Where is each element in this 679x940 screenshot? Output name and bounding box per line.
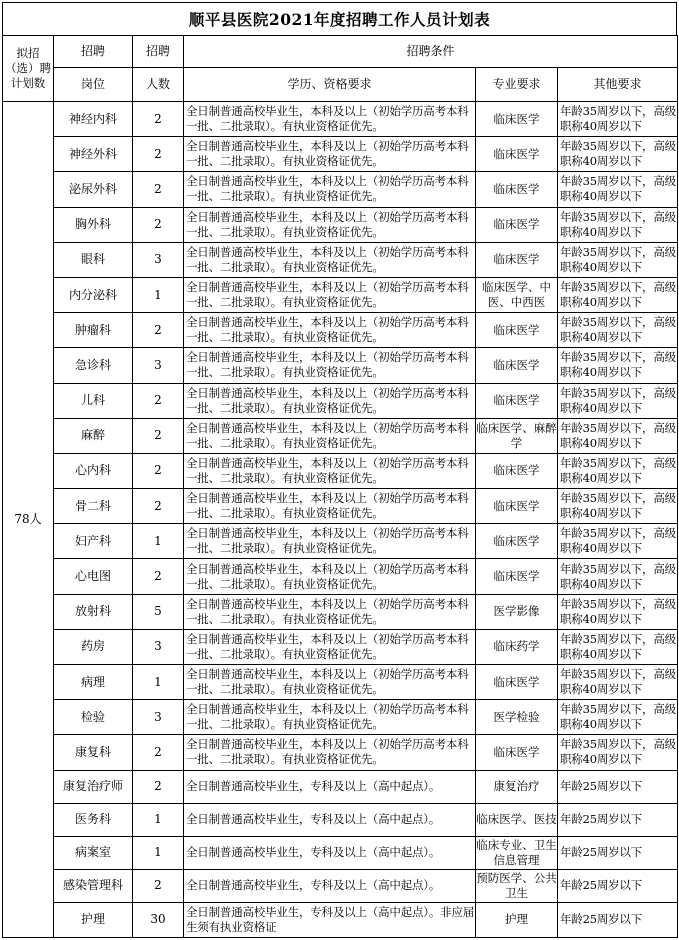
other-requirement-cell: 年龄35周岁以下，高级职称40周岁以下 [558,700,678,735]
other-requirement-cell: 年龄35周岁以下，高级职称40周岁以下 [558,735,678,770]
other-requirement-cell: 年龄35周岁以下，高级职称40周岁以下 [558,418,678,453]
major-cell: 临床医学、医技 [476,803,558,836]
table-row [3,489,678,524]
education-cell: 全日制普通高校毕业生，本科及以上（初始学历高考本科一批、二批录取）。有执业资格证优先。 [184,700,476,735]
header-plan-count: 拟招（选）聘计划数 [3,36,54,102]
count-cell: 2 [133,172,184,207]
table-body [3,102,678,938]
other-requirement-cell: 年龄35周岁以下，高级职称40周岁以下 [558,559,678,594]
other-requirement-cell: 年龄25周岁以下 [558,803,678,836]
major-cell: 临床医学 [476,665,558,700]
post-cell: 心电图 [54,559,133,594]
table-row [3,348,678,383]
post-cell: 放射科 [54,594,133,629]
table-row [3,313,678,348]
education-cell: 全日制普通高校毕业生，本科及以上（初始学历高考本科一批、二批录取）。有执业资格证优先。 [184,242,476,277]
table-row [3,836,678,869]
education-cell: 全日制普通高校毕业生，本科及以上（初始学历高考本科一批、二批录取）。有执业资格证优先。 [184,383,476,418]
post-cell: 肿瘤科 [54,313,133,348]
count-cell: 2 [133,383,184,418]
post-cell: 感染管理科 [54,869,133,902]
count-cell: 1 [133,524,184,559]
header-major: 专业要求 [476,68,558,102]
header-conditions: 招聘条件 [184,36,678,68]
major-cell: 临床医学 [476,102,558,137]
education-cell: 全日制普通高校毕业生，本科及以上（初始学历高考本科一批、二批录取）。有执业资格证优先。 [184,735,476,770]
post-cell: 医务科 [54,803,133,836]
count-cell: 2 [133,418,184,453]
education-cell: 全日制普通高校毕业生，专科及以上（高中起点）。非应届生须有执业资格证 [184,902,476,937]
count-cell: 2 [133,489,184,524]
post-cell: 病案室 [54,836,133,869]
post-cell: 神经内科 [54,102,133,137]
table-row [3,559,678,594]
count-cell: 2 [133,313,184,348]
major-cell: 医学影像 [476,594,558,629]
count-cell: 2 [133,770,184,803]
count-cell: 2 [133,869,184,902]
other-requirement-cell: 年龄35周岁以下，高级职称40周岁以下 [558,594,678,629]
education-cell: 全日制普通高校毕业生，本科及以上（初始学历高考本科一批、二批录取）。有执业资格证优先。 [184,313,476,348]
other-requirement-cell: 年龄35周岁以下，高级职称40周岁以下 [558,172,678,207]
major-cell: 临床医学 [476,489,558,524]
major-cell: 护理 [476,902,558,937]
other-requirement-cell: 年龄25周岁以下 [558,770,678,803]
other-requirement-cell: 年龄35周岁以下，高级职称40周岁以下 [558,277,678,312]
education-cell: 全日制普通高校毕业生，本科及以上（初始学历高考本科一批、二批录取）。有执业资格证优先。 [184,629,476,664]
header-other: 其他要求 [558,68,678,102]
other-requirement-cell: 年龄35周岁以下，高级职称40周岁以下 [558,348,678,383]
major-cell: 医学检验 [476,700,558,735]
education-cell: 全日制普通高校毕业生，专科及以上（高中起点）。 [184,770,476,803]
page-title: 顺平县医院2021年度招聘工作人员计划表 [2,2,677,36]
major-cell: 临床医学 [476,137,558,172]
count-cell: 2 [133,137,184,172]
education-cell: 全日制普通高校毕业生，本科及以上（初始学历高考本科一批、二批录取）。有执业资格证优先。 [184,524,476,559]
header-post-top: 招聘 [54,36,133,68]
post-cell: 护理 [54,902,133,937]
post-cell: 神经外科 [54,137,133,172]
other-requirement-cell: 年龄25周岁以下 [558,902,678,937]
table-row [3,803,678,836]
table-row [3,102,678,137]
major-cell: 临床药学 [476,629,558,664]
table-row [3,172,678,207]
post-cell: 病理 [54,665,133,700]
recruitment-plan-table [2,35,678,938]
header-row-2 [3,68,678,102]
table-row [3,524,678,559]
other-requirement-cell: 年龄35周岁以下，高级职称40周岁以下 [558,383,678,418]
count-cell: 2 [133,735,184,770]
table-row [3,277,678,312]
table-row [3,242,678,277]
table-row [3,383,678,418]
education-cell: 全日制普通高校毕业生，本科及以上（初始学历高考本科一批、二批录取）。有执业资格证优先。 [184,277,476,312]
major-cell: 临床医学 [476,242,558,277]
post-cell: 急诊科 [54,348,133,383]
count-cell: 3 [133,629,184,664]
count-cell: 5 [133,594,184,629]
header-row-1 [3,36,678,68]
post-cell: 胸外科 [54,207,133,242]
count-cell: 1 [133,836,184,869]
other-requirement-cell: 年龄35周岁以下，高级职称40周岁以下 [558,453,678,488]
other-requirement-cell: 年龄35周岁以下，高级职称40周岁以下 [558,489,678,524]
education-cell: 全日制普通高校毕业生，专科及以上（高中起点）。 [184,803,476,836]
other-requirement-cell: 年龄35周岁以下，高级职称40周岁以下 [558,524,678,559]
education-cell: 全日制普通高校毕业生，本科及以上（初始学历高考本科一批、二批录取）。有执业资格证优先。 [184,172,476,207]
major-cell: 临床医学 [476,348,558,383]
count-cell: 1 [133,277,184,312]
table-row [3,594,678,629]
post-cell: 内分泌科 [54,277,133,312]
major-cell: 临床专业、卫生信息管理 [476,836,558,869]
education-cell: 全日制普通高校毕业生，专科及以上（高中起点）。 [184,869,476,902]
table-row [3,700,678,735]
education-cell: 全日制普通高校毕业生，专科及以上（高中起点）。 [184,836,476,869]
post-cell: 检验 [54,700,133,735]
table-row [3,902,678,937]
major-cell: 临床医学、麻醉学 [476,418,558,453]
table-row [3,869,678,902]
count-cell: 3 [133,700,184,735]
post-cell: 心内科 [54,453,133,488]
major-cell: 临床医学 [476,559,558,594]
other-requirement-cell: 年龄35周岁以下，高级职称40周岁以下 [558,665,678,700]
total-plan-count: 78人 [3,102,54,938]
other-requirement-cell: 年龄35周岁以下，高级职称40周岁以下 [558,207,678,242]
major-cell: 临床医学 [476,207,558,242]
count-cell: 2 [133,559,184,594]
major-cell: 临床医学 [476,453,558,488]
table-row [3,207,678,242]
count-cell: 30 [133,902,184,937]
major-cell: 预防医学、公共卫生 [476,869,558,902]
post-cell: 康复治疗师 [54,770,133,803]
post-cell: 泌尿外科 [54,172,133,207]
major-cell: 临床医学 [476,383,558,418]
other-requirement-cell: 年龄25周岁以下 [558,836,678,869]
table-row [3,770,678,803]
education-cell: 全日制普通高校毕业生，本科及以上（初始学历高考本科一批、二批录取）。有执业资格证优先。 [184,418,476,453]
major-cell: 临床医学 [476,735,558,770]
header-post-bottom: 岗位 [54,68,133,102]
other-requirement-cell: 年龄35周岁以下，高级职称40周岁以下 [558,102,678,137]
education-cell: 全日制普通高校毕业生，本科及以上（初始学历高考本科一批、二批录取）。有执业资格证优先。 [184,665,476,700]
major-cell: 临床医学 [476,524,558,559]
education-cell: 全日制普通高校毕业生，本科及以上（初始学历高考本科一批、二批录取）。有执业资格证优先。 [184,489,476,524]
education-cell: 全日制普通高校毕业生，本科及以上（初始学历高考本科一批、二批录取）。有执业资格证优先。 [184,102,476,137]
header-education: 学历、资格要求 [184,68,476,102]
table-row [3,137,678,172]
post-cell: 麻醉 [54,418,133,453]
major-cell: 临床医学 [476,172,558,207]
count-cell: 3 [133,242,184,277]
count-cell: 3 [133,348,184,383]
education-cell: 全日制普通高校毕业生，本科及以上（初始学历高考本科一批、二批录取）。有执业资格证优先。 [184,207,476,242]
other-requirement-cell: 年龄35周岁以下，高级职称40周岁以下 [558,313,678,348]
count-cell: 2 [133,453,184,488]
major-cell: 康复治疗 [476,770,558,803]
education-cell: 全日制普通高校毕业生，本科及以上（初始学历高考本科一批、二批录取）。有执业资格证优先。 [184,137,476,172]
post-cell: 妇产科 [54,524,133,559]
count-cell: 1 [133,803,184,836]
post-cell: 药房 [54,629,133,664]
post-cell: 眼科 [54,242,133,277]
education-cell: 全日制普通高校毕业生，本科及以上（初始学历高考本科一批、二批录取）。有执业资格证优先。 [184,348,476,383]
post-cell: 骨二科 [54,489,133,524]
other-requirement-cell: 年龄35周岁以下，高级职称40周岁以下 [558,629,678,664]
table-row [3,453,678,488]
other-requirement-cell: 年龄25周岁以下 [558,869,678,902]
major-cell: 临床医学、中医、中西医 [476,277,558,312]
table-row [3,629,678,664]
count-cell: 2 [133,207,184,242]
table-row [3,735,678,770]
header-count-top: 招聘 [133,36,184,68]
other-requirement-cell: 年龄35周岁以下，高级职称40周岁以下 [558,242,678,277]
header-count-bottom: 人数 [133,68,184,102]
count-cell: 2 [133,102,184,137]
post-cell: 儿科 [54,383,133,418]
education-cell: 全日制普通高校毕业生，本科及以上（初始学历高考本科一批、二批录取）。有执业资格证优先。 [184,594,476,629]
education-cell: 全日制普通高校毕业生，本科及以上（初始学历高考本科一批、二批录取）。有执业资格证优先。 [184,453,476,488]
education-cell: 全日制普通高校毕业生，本科及以上（初始学历高考本科一批、二批录取）。有执业资格证优先。 [184,559,476,594]
other-requirement-cell: 年龄35周岁以下，高级职称40周岁以下 [558,137,678,172]
table-row [3,665,678,700]
table-row [3,418,678,453]
post-cell: 康复科 [54,735,133,770]
count-cell: 1 [133,665,184,700]
major-cell: 临床医学 [476,313,558,348]
